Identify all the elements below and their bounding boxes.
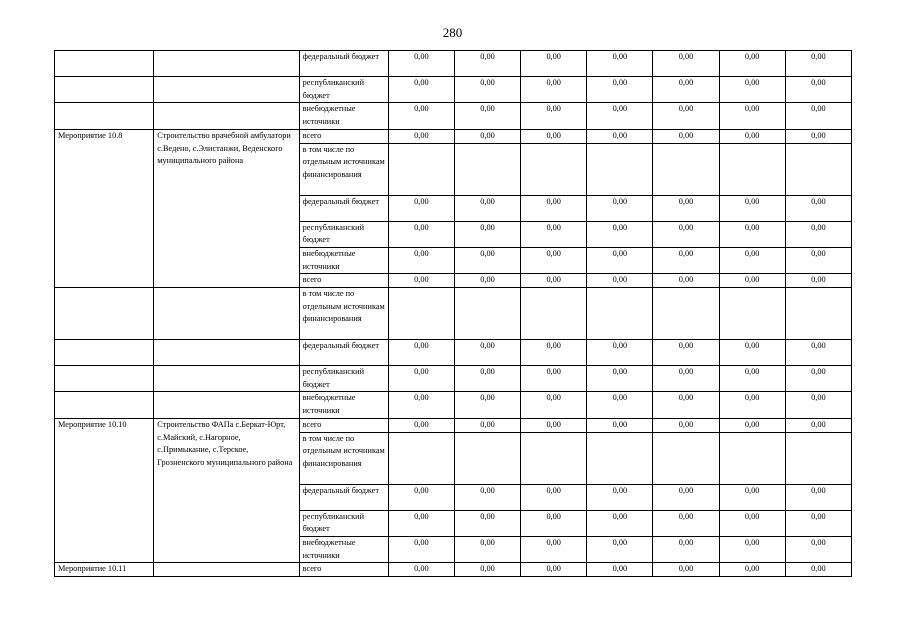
value-cell: 0,00 xyxy=(653,77,719,103)
value-cell: 0,00 xyxy=(653,418,719,432)
value-cell xyxy=(454,143,520,195)
description-cell xyxy=(154,366,299,392)
funding-source-cell: федеральный бюджет xyxy=(299,51,388,77)
funding-source-cell: республиканский бюджет xyxy=(299,510,388,536)
activity-cell xyxy=(55,103,154,129)
value-cell xyxy=(719,288,785,340)
value-cell xyxy=(587,432,653,484)
value-cell: 0,00 xyxy=(388,103,454,129)
value-cell xyxy=(653,288,719,340)
value-cell: 0,00 xyxy=(454,366,520,392)
value-cell: 0,00 xyxy=(521,418,587,432)
value-cell: 0,00 xyxy=(719,247,785,273)
value-cell: 0,00 xyxy=(653,195,719,221)
value-cell: 0,00 xyxy=(719,129,785,143)
value-cell: 0,00 xyxy=(388,51,454,77)
value-cell xyxy=(587,288,653,340)
value-cell: 0,00 xyxy=(785,510,851,536)
activity-cell xyxy=(55,340,154,366)
value-cell: 0,00 xyxy=(587,563,653,577)
value-cell: 0,00 xyxy=(521,340,587,366)
value-cell: 0,00 xyxy=(719,563,785,577)
value-cell: 0,00 xyxy=(521,510,587,536)
table-row xyxy=(55,51,852,77)
value-cell xyxy=(388,288,454,340)
value-cell: 0,00 xyxy=(388,340,454,366)
value-cell: 0,00 xyxy=(653,103,719,129)
funding-source-cell: внебюджетные источники xyxy=(299,247,388,273)
value-cell xyxy=(521,143,587,195)
value-cell xyxy=(388,432,454,484)
value-cell xyxy=(454,288,520,340)
value-cell: 0,00 xyxy=(521,77,587,103)
funding-source-cell: в том числе по отдельным источникам финансирования xyxy=(299,143,388,195)
activity-cell xyxy=(55,51,154,77)
value-cell: 0,00 xyxy=(454,340,520,366)
value-cell: 0,00 xyxy=(653,129,719,143)
funding-source-cell: федеральный бюджет xyxy=(299,195,388,221)
value-cell: 0,00 xyxy=(587,195,653,221)
value-cell: 0,00 xyxy=(719,51,785,77)
value-cell: 0,00 xyxy=(653,340,719,366)
table-row xyxy=(55,392,852,418)
value-cell: 0,00 xyxy=(719,221,785,247)
value-cell: 0,00 xyxy=(388,366,454,392)
value-cell: 0,00 xyxy=(388,536,454,562)
value-cell: 0,00 xyxy=(521,536,587,562)
description-cell xyxy=(154,563,299,577)
value-cell: 0,00 xyxy=(719,103,785,129)
value-cell: 0,00 xyxy=(454,484,520,510)
value-cell: 0,00 xyxy=(587,392,653,418)
value-cell: 0,00 xyxy=(388,195,454,221)
value-cell: 0,00 xyxy=(587,221,653,247)
value-cell: 0,00 xyxy=(454,392,520,418)
value-cell: 0,00 xyxy=(454,247,520,273)
activity-cell xyxy=(55,392,154,418)
funding-source-cell: федеральный бюджет xyxy=(299,340,388,366)
value-cell: 0,00 xyxy=(587,103,653,129)
description-cell: Строительство ФАПа с.Беркат-Юрт, с.Майский, с.Нагорное, с.Примыкание, с.Терское, Грозненского муниципального района xyxy=(154,418,299,563)
page-number: 280 xyxy=(442,25,463,40)
value-cell: 0,00 xyxy=(719,366,785,392)
table-row xyxy=(55,129,852,143)
activity-cell xyxy=(55,77,154,103)
value-cell: 0,00 xyxy=(587,418,653,432)
value-cell: 0,00 xyxy=(785,392,851,418)
value-cell: 0,00 xyxy=(454,51,520,77)
funding-source-cell: республиканский бюджет xyxy=(299,221,388,247)
value-cell: 0,00 xyxy=(785,77,851,103)
value-cell: 0,00 xyxy=(785,129,851,143)
description-cell xyxy=(154,77,299,103)
value-cell: 0,00 xyxy=(587,340,653,366)
description-cell xyxy=(154,51,299,77)
value-cell xyxy=(521,288,587,340)
value-cell: 0,00 xyxy=(454,536,520,562)
funding-source-cell: всего xyxy=(299,129,388,143)
table-row xyxy=(55,563,852,577)
value-cell: 0,00 xyxy=(785,563,851,577)
value-cell xyxy=(719,432,785,484)
value-cell: 0,00 xyxy=(388,221,454,247)
value-cell xyxy=(653,432,719,484)
value-cell: 0,00 xyxy=(388,274,454,288)
value-cell: 0,00 xyxy=(587,274,653,288)
value-cell: 0,00 xyxy=(521,129,587,143)
activity-cell xyxy=(55,288,154,340)
value-cell xyxy=(785,143,851,195)
value-cell: 0,00 xyxy=(454,418,520,432)
funding-source-cell: всего xyxy=(299,418,388,432)
value-cell: 0,00 xyxy=(785,366,851,392)
value-cell: 0,00 xyxy=(521,103,587,129)
activity-cell: Мероприятие 10.10 xyxy=(55,418,154,563)
value-cell: 0,00 xyxy=(521,366,587,392)
value-cell: 0,00 xyxy=(454,274,520,288)
value-cell: 0,00 xyxy=(388,129,454,143)
table-row xyxy=(55,366,852,392)
value-cell: 0,00 xyxy=(785,418,851,432)
funding-source-cell: внебюджетные источники xyxy=(299,392,388,418)
table-row xyxy=(55,288,852,340)
value-cell: 0,00 xyxy=(719,510,785,536)
value-cell: 0,00 xyxy=(719,392,785,418)
value-cell: 0,00 xyxy=(719,274,785,288)
value-cell: 0,00 xyxy=(454,129,520,143)
value-cell: 0,00 xyxy=(388,484,454,510)
value-cell xyxy=(785,432,851,484)
value-cell xyxy=(454,432,520,484)
value-cell: 0,00 xyxy=(785,484,851,510)
value-cell: 0,00 xyxy=(521,247,587,273)
table-body xyxy=(55,51,852,577)
description-cell xyxy=(154,103,299,129)
value-cell: 0,00 xyxy=(785,340,851,366)
funding-source-cell: республиканский бюджет xyxy=(299,366,388,392)
value-cell: 0,00 xyxy=(719,484,785,510)
description-cell xyxy=(154,392,299,418)
value-cell: 0,00 xyxy=(653,484,719,510)
funding-source-cell: внебюджетные источники xyxy=(299,536,388,562)
value-cell: 0,00 xyxy=(521,221,587,247)
funding-source-cell: всего xyxy=(299,563,388,577)
value-cell: 0,00 xyxy=(454,77,520,103)
value-cell: 0,00 xyxy=(521,392,587,418)
activity-cell xyxy=(55,366,154,392)
value-cell: 0,00 xyxy=(785,195,851,221)
description-cell xyxy=(154,340,299,366)
value-cell: 0,00 xyxy=(719,418,785,432)
activity-cell: Мероприятие 10.11 xyxy=(55,563,154,577)
activity-cell: Мероприятие 10.8 xyxy=(55,129,154,287)
value-cell: 0,00 xyxy=(587,484,653,510)
value-cell: 0,00 xyxy=(785,247,851,273)
value-cell: 0,00 xyxy=(454,221,520,247)
value-cell: 0,00 xyxy=(785,274,851,288)
funding-source-cell: всего xyxy=(299,274,388,288)
value-cell: 0,00 xyxy=(719,340,785,366)
value-cell: 0,00 xyxy=(719,77,785,103)
value-cell: 0,00 xyxy=(653,510,719,536)
value-cell: 0,00 xyxy=(785,103,851,129)
value-cell: 0,00 xyxy=(521,274,587,288)
value-cell: 0,00 xyxy=(785,221,851,247)
value-cell: 0,00 xyxy=(653,274,719,288)
value-cell: 0,00 xyxy=(719,536,785,562)
value-cell: 0,00 xyxy=(653,221,719,247)
value-cell: 0,00 xyxy=(388,563,454,577)
value-cell: 0,00 xyxy=(587,536,653,562)
value-cell: 0,00 xyxy=(653,536,719,562)
value-cell: 0,00 xyxy=(653,366,719,392)
funding-source-cell: федеральный бюджет xyxy=(299,484,388,510)
value-cell: 0,00 xyxy=(587,510,653,536)
value-cell: 0,00 xyxy=(521,195,587,221)
value-cell: 0,00 xyxy=(521,563,587,577)
value-cell xyxy=(653,143,719,195)
value-cell: 0,00 xyxy=(454,510,520,536)
value-cell: 0,00 xyxy=(785,536,851,562)
value-cell: 0,00 xyxy=(388,418,454,432)
value-cell: 0,00 xyxy=(587,247,653,273)
funding-source-cell: республиканский бюджет xyxy=(299,77,388,103)
table-row xyxy=(55,418,852,432)
value-cell: 0,00 xyxy=(388,77,454,103)
funding-source-cell: в том числе по отдельным источникам финансирования xyxy=(299,288,388,340)
value-cell: 0,00 xyxy=(388,392,454,418)
value-cell xyxy=(719,143,785,195)
value-cell: 0,00 xyxy=(653,51,719,77)
value-cell: 0,00 xyxy=(587,77,653,103)
description-cell: Строительство врачебной амбулатори с.Ведено, с.Элистанжи, Веденского муниципального района xyxy=(154,129,299,287)
value-cell: 0,00 xyxy=(454,103,520,129)
value-cell: 0,00 xyxy=(521,484,587,510)
value-cell: 0,00 xyxy=(587,51,653,77)
table-row xyxy=(55,340,852,366)
value-cell: 0,00 xyxy=(454,563,520,577)
value-cell xyxy=(785,288,851,340)
table-row xyxy=(55,103,852,129)
value-cell: 0,00 xyxy=(454,195,520,221)
funding-source-cell: внебюджетные источники xyxy=(299,103,388,129)
value-cell: 0,00 xyxy=(719,195,785,221)
budget-table xyxy=(54,50,852,577)
value-cell xyxy=(388,143,454,195)
value-cell: 0,00 xyxy=(653,392,719,418)
value-cell: 0,00 xyxy=(587,366,653,392)
value-cell xyxy=(521,432,587,484)
value-cell: 0,00 xyxy=(587,129,653,143)
funding-source-cell: в том числе по отдельным источникам финансирования xyxy=(299,432,388,484)
value-cell xyxy=(587,143,653,195)
description-cell xyxy=(154,288,299,340)
value-cell: 0,00 xyxy=(653,247,719,273)
value-cell: 0,00 xyxy=(521,51,587,77)
value-cell: 0,00 xyxy=(653,563,719,577)
value-cell: 0,00 xyxy=(785,51,851,77)
value-cell: 0,00 xyxy=(388,510,454,536)
value-cell: 0,00 xyxy=(388,247,454,273)
table-row xyxy=(55,77,852,103)
